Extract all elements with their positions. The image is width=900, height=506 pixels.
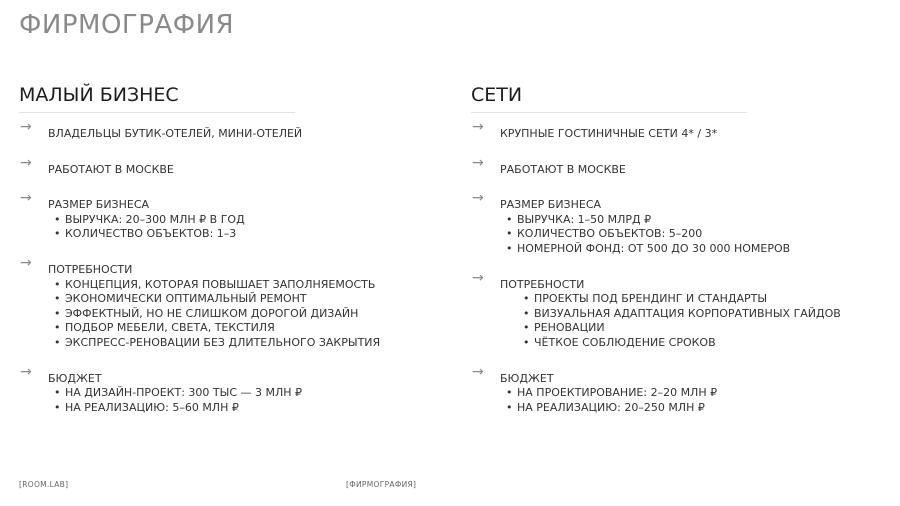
column-heading-chains: СЕТИ xyxy=(471,84,747,113)
item-title: БЮДЖЕТ xyxy=(48,371,102,385)
list-item xyxy=(471,363,747,416)
list-item xyxy=(19,119,303,142)
bullet-item: • ПРОЕКТЫ ПОД БРЕНДИНГ И СТАНДАРТЫ xyxy=(523,292,747,307)
list-item xyxy=(19,154,295,178)
item-title: БЮДЖЕТ xyxy=(500,371,554,385)
list-item xyxy=(471,190,791,256)
bullet-item: • ЭКСПРЕСС-РЕНОВАЦИИ БЕЗ ДЛИТЕЛЬНОГО ЗАКРЫТИЯ xyxy=(54,336,295,351)
list-item xyxy=(471,269,841,351)
bullet-list xyxy=(48,213,295,242)
bullet-item: • ЧЁТКОЕ СОБЛЮДЕНИЕ СРОКОВ xyxy=(523,336,747,351)
bullet-item: • ВЫРУЧКА: 1–50 МЛРД ₽ xyxy=(506,213,747,228)
item-title: РАБОТАЮТ В МОСКВЕ xyxy=(48,162,174,176)
small-business-column xyxy=(19,84,381,415)
item-title: РАБОТАЮТ В МОСКВЕ xyxy=(500,162,626,176)
bullet-item: • ВИЗУАЛЬНАЯ АДАПТАЦИЯ КОРПОРАТИВНЫХ ГАЙДОВ xyxy=(523,307,747,322)
bullet-item: • ЭФФЕКТНЫЙ, НО НЕ СЛИШКОМ ДОРОГОЙ ДИЗАЙН xyxy=(54,307,295,322)
list-item xyxy=(471,119,747,142)
arrow-right-icon: → xyxy=(20,119,32,135)
column-heading-small-business: МАЛЫЙ БИЗНЕС xyxy=(19,84,295,113)
bullet-list xyxy=(500,292,841,350)
bullet-item: • НА ПРОЕКТИРОВАНИЕ: 2–20 МЛН ₽ xyxy=(506,386,747,401)
item-title: РАЗМЕР БИЗНЕСА xyxy=(500,198,602,212)
arrow-right-icon: → xyxy=(472,269,484,286)
bullet-item: • НА РЕАЛИЗАЦИЮ: 5–60 МЛН ₽ xyxy=(54,401,295,416)
item-title: ВЛАДЕЛЬЦЫ БУТИК-ОТЕЛЕЙ, МИНИ-ОТЕЛЕЙ xyxy=(48,127,303,140)
item-title: РАЗМЕР БИЗНЕСА xyxy=(48,198,150,212)
bullet-list xyxy=(500,386,747,415)
bullet-item: • ВЫРУЧКА: 20–300 МЛН ₽ В ГОД xyxy=(54,213,295,228)
small-business-items xyxy=(19,119,381,415)
item-title: ПОТРЕБНОСТИ xyxy=(48,262,133,276)
bullet-list xyxy=(48,277,381,351)
arrow-right-icon: → xyxy=(20,190,32,207)
arrow-right-icon: → xyxy=(472,363,484,380)
page-title: ФИРМОГРАФИЯ xyxy=(19,10,235,40)
bullet-item: • КОЛИЧЕСТВО ОБЪЕКТОВ: 5–200 xyxy=(506,227,747,242)
arrow-right-icon: → xyxy=(472,154,484,171)
arrow-right-icon: → xyxy=(472,119,484,135)
list-item xyxy=(471,154,747,178)
list-item xyxy=(19,363,303,416)
footer-section-label: [ФИРМОГРАФИЯ] xyxy=(346,480,417,489)
chains-column xyxy=(471,84,841,415)
bullet-list xyxy=(500,212,791,257)
arrow-right-icon: → xyxy=(472,190,484,207)
bullet-item: • КОЛИЧЕСТВО ОБЪЕКТОВ: 1–3 xyxy=(54,227,295,242)
arrow-right-icon: → xyxy=(20,154,32,171)
bullet-item: • ПОДБОР МЕБЕЛИ, СВЕТА, ТЕКСТИЛЯ xyxy=(54,321,295,336)
item-title: ПОТРЕБНОСТИ xyxy=(500,277,585,291)
chains-items xyxy=(471,119,841,415)
bullet-item: • НА РЕАЛИЗАЦИЮ: 20–250 МЛН ₽ xyxy=(506,401,747,416)
arrow-right-icon: → xyxy=(20,363,32,380)
bullet-item: • КОНЦЕПЦИЯ, КОТОРАЯ ПОВЫШАЕТ ЗАПОЛНЯЕМОСТЬ xyxy=(54,278,295,293)
footer-brand: [ROOM.LAB] xyxy=(19,480,69,489)
bullet-list xyxy=(48,386,303,415)
list-item xyxy=(19,190,295,242)
bullet-item: • НА ДИЗАЙН-ПРОЕКТ: 300 ТЫС — 3 МЛН ₽ xyxy=(54,386,295,401)
bullet-item: • ЭКОНОМИЧЕСКИ ОПТИМАЛЬНЫЙ РЕМОНТ xyxy=(54,292,295,307)
bullet-item: • РЕНОВАЦИИ xyxy=(523,321,747,336)
bullet-item: • НОМЕРНОЙ ФОНД: ОТ 500 ДО 30 000 НОМЕРОВ xyxy=(506,242,747,257)
list-item xyxy=(19,254,381,351)
item-title: КРУПНЫЕ ГОСТИНИЧНЫЕ СЕТИ 4* / 3* xyxy=(500,127,718,140)
arrow-right-icon: → xyxy=(20,254,32,271)
